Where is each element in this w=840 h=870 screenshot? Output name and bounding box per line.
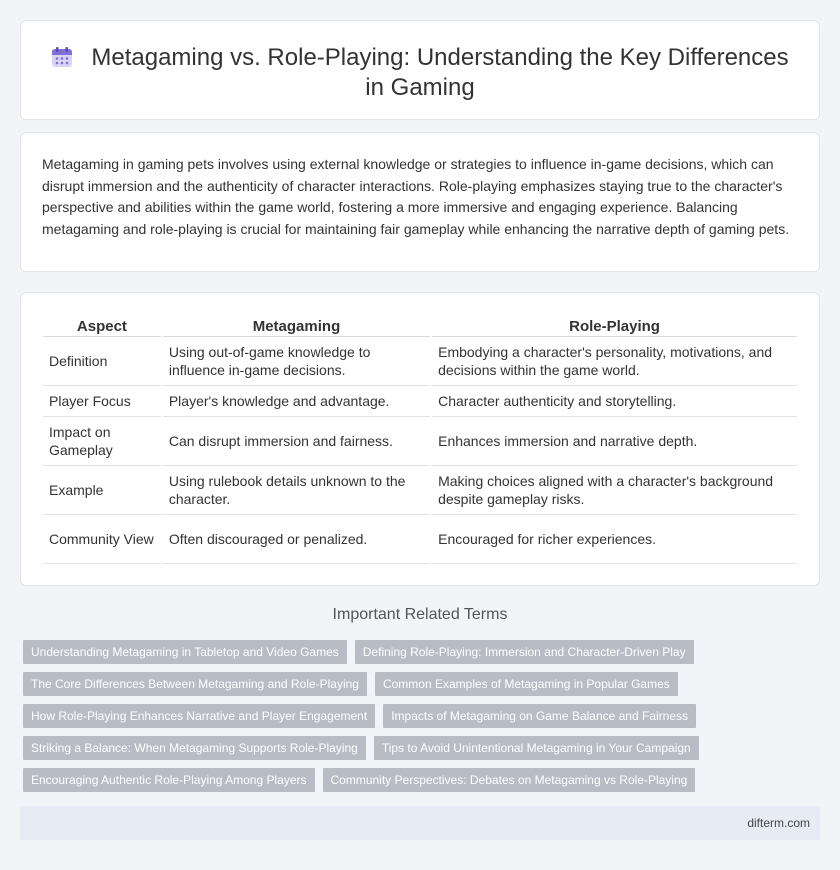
calendar-icon [51, 46, 73, 68]
table-row [43, 337, 797, 386]
comparison-table-card [20, 292, 820, 586]
intro-paragraph: Metagaming in gaming pets involves using external knowledge or strategies to influence in-game decisions, which can disrupt immersion and the authenticity of character interactions. Role-playing emphasizes staying true to the character's perspective and abilities within the game world, fostering a more immersive and engaging experience. Balancing metagaming and role-playing is crucial for maintaining fair gameplay while enhancing the narrative depth of gaming pets. [42, 156, 790, 237]
metagaming-cell: Using out-of-game knowledge to influence in-game decisions. [163, 337, 430, 386]
metagaming-cell: Often discouraged or penalized. [163, 515, 430, 564]
footer [20, 806, 820, 840]
related-term-tag[interactable]: Striking a Balance: When Metagaming Supports Role-Playing [23, 736, 366, 760]
intro-card [20, 132, 820, 272]
related-term-tag[interactable]: Understanding Metagaming in Tabletop and Video Games [23, 640, 347, 664]
metagaming-cell: Player's knowledge and advantage. [163, 386, 430, 417]
related-term-tag[interactable]: Community Perspectives: Debates on Metagaming vs Role-Playing [323, 768, 696, 792]
header-role-playing: Role-Playing [432, 313, 797, 337]
table-row [43, 466, 797, 515]
metagaming-cell: Can disrupt immersion and fairness. [163, 417, 430, 466]
metagaming-cell: Using rulebook details unknown to the character. [163, 466, 430, 515]
role-playing-cell: Character authenticity and storytelling. [432, 386, 797, 417]
table-row [43, 386, 797, 417]
related-term-tag[interactable]: The Core Differences Between Metagaming and Role-Playing [23, 672, 367, 696]
aspect-cell: Definition [43, 337, 161, 386]
aspect-cell: Player Focus [43, 386, 161, 417]
aspect-cell: Impact on Gameplay [43, 417, 161, 466]
related-term-tag[interactable]: How Role-Playing Enhances Narrative and Player Engagement [23, 704, 375, 728]
related-term-tag[interactable]: Encouraging Authentic Role-Playing Among Players [23, 768, 315, 792]
role-playing-cell: Making choices aligned with a character's background despite gameplay risks. [432, 466, 797, 515]
table-row [43, 417, 797, 466]
related-terms-title: Important Related Terms [332, 606, 508, 623]
related-term-tag[interactable]: Impacts of Metagaming on Game Balance and Fairness [383, 704, 696, 728]
related-term-tag[interactable]: Common Examples of Metagaming in Popular Games [375, 672, 678, 696]
aspect-cell: Example [43, 466, 161, 515]
table-row [43, 515, 797, 564]
site-name[interactable]: difterm.com [747, 816, 810, 830]
related-term-tag[interactable]: Defining Role-Playing: Immersion and Character-Driven Play [355, 640, 694, 664]
header-aspect: Aspect [43, 313, 161, 337]
role-playing-cell: Encouraged for richer experiences. [432, 515, 797, 564]
related-terms-list [23, 640, 813, 800]
aspect-cell: Community View [43, 515, 161, 564]
header-metagaming: Metagaming [163, 313, 430, 337]
comparison-table [41, 313, 799, 564]
header-card [20, 20, 820, 120]
table-header-row [43, 313, 797, 337]
role-playing-cell: Embodying a character's personality, motivations, and decisions within the game world. [432, 337, 797, 386]
role-playing-cell: Enhances immersion and narrative depth. [432, 417, 797, 466]
page-title: Metagaming vs. Role-Playing: Understanding the Key Differences in Gaming [91, 44, 789, 101]
related-term-tag[interactable]: Tips to Avoid Unintentional Metagaming in Your Campaign [374, 736, 699, 760]
